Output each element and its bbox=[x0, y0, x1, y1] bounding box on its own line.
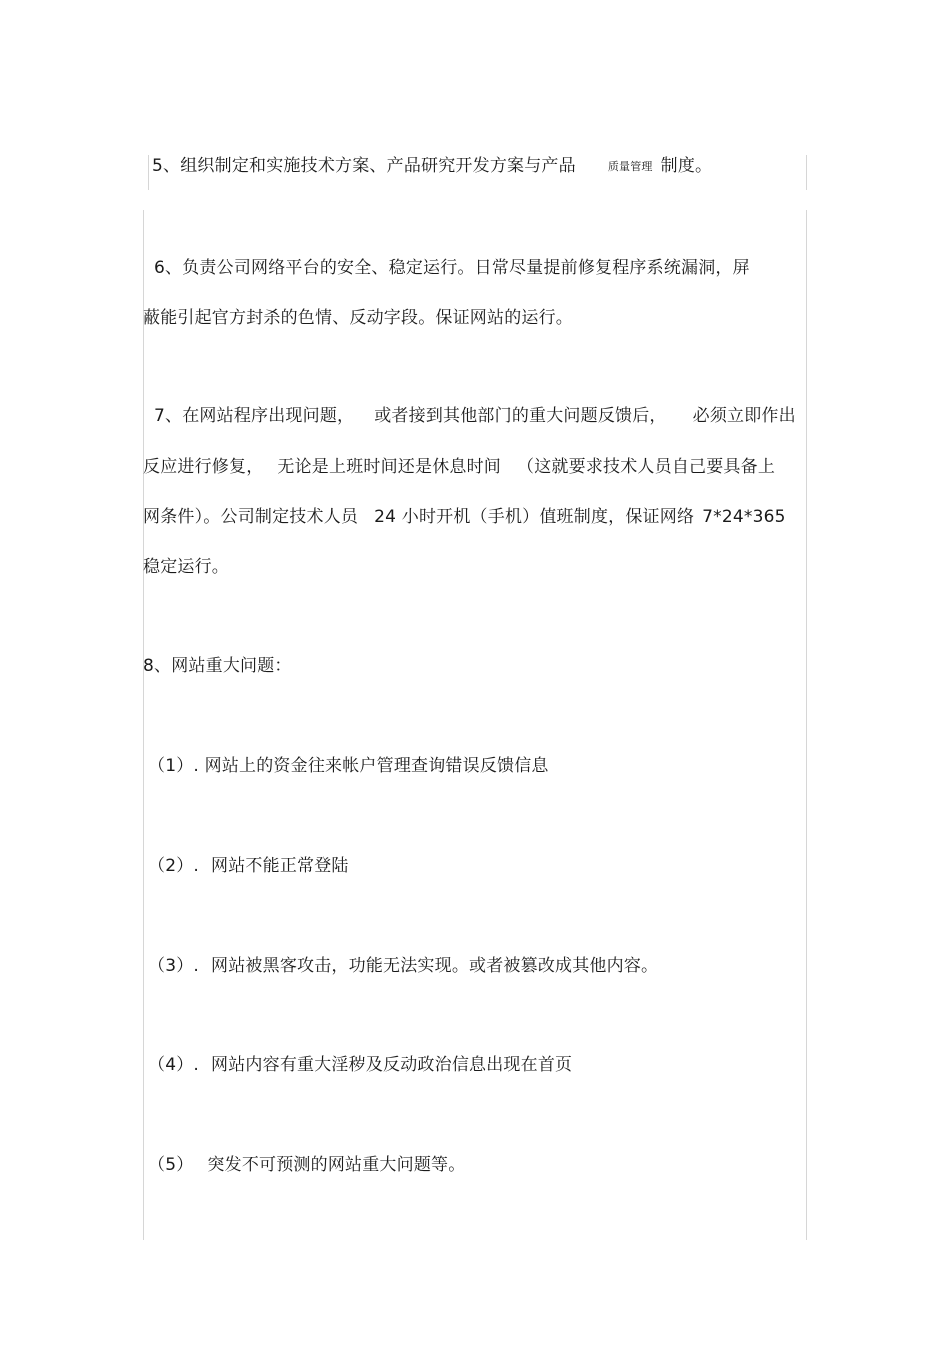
item-7-line-1-part-c: 必须立即作出 bbox=[692, 406, 796, 426]
item-7-line-3 bbox=[143, 506, 786, 528]
item-7-line-2 bbox=[143, 456, 775, 478]
item-7-line-1 bbox=[154, 405, 796, 427]
item-8-sub-2-text: 网站不能正常登陆 bbox=[211, 856, 349, 876]
item-6-line-2: 蔽能引起官方封杀的色情、反动字段。保证网站的运行。 bbox=[143, 308, 573, 328]
item-8-sub-3-text: 网站被黑客攻击，功能无法实现。或者被篡改成其他内容。 bbox=[211, 956, 659, 976]
item-8-heading: 8、网站重大问题： bbox=[143, 656, 292, 676]
item-7-line-2-part-c: （这就要求技术人员自己要具备上 bbox=[517, 457, 776, 477]
item-7-line-3-part-a: 网条件）。公司制定技术人员 bbox=[143, 507, 359, 527]
item-8-sub-3 bbox=[148, 955, 658, 977]
item-5-tail: 制度。 bbox=[660, 156, 713, 176]
item-7-line-4: 稳定运行。 bbox=[143, 557, 229, 577]
item-7-line-2-part-b: 无论是上班时间还是休息时间 bbox=[277, 457, 502, 477]
item-8-sub-5-number: （5） bbox=[148, 1155, 194, 1175]
item-7-line-3-part-c: 7*24*365 bbox=[702, 507, 786, 527]
item-5-text: 5、组织制定和实施技术方案、产品研究开发方案与产品 bbox=[152, 156, 576, 176]
item-8-sub-1: （1）. 网站上的资金往来帐户管理查询错误反馈信息 bbox=[148, 756, 549, 776]
top-left-border bbox=[148, 155, 149, 190]
top-right-border bbox=[806, 155, 807, 190]
item-8-sub-2-number: （2）. bbox=[148, 856, 200, 876]
item-8-sub-4 bbox=[148, 1054, 572, 1076]
item-6-line-1: 6、负责公司网络平台的安全、稳定运行。日常尽量提前修复程序系统漏洞，屏 bbox=[154, 258, 750, 278]
item-8-sub-4-text: 网站内容有重大淫秽及反动政治信息出现在首页 bbox=[211, 1055, 573, 1075]
item-7-line-1-part-b: 或者接到其他部门的重大问题反馈后， bbox=[374, 406, 667, 426]
item-8-sub-5-text: 突发不可预测的网站重大问题等。 bbox=[207, 1155, 466, 1175]
item-7-line-1-part-a: 7、在网站程序出现问题， bbox=[154, 406, 355, 426]
item-5-small-text: 质量管理 bbox=[607, 160, 653, 173]
item-7-line-2-part-a: 反应进行修复， bbox=[143, 457, 264, 477]
item-8-sub-3-number: （3）. bbox=[148, 956, 200, 976]
right-border bbox=[806, 210, 807, 1240]
item-5-line bbox=[152, 155, 712, 179]
left-border bbox=[143, 210, 144, 1240]
item-8-sub-4-number: （4）. bbox=[148, 1055, 200, 1075]
item-8-sub-5 bbox=[148, 1154, 465, 1176]
item-8-sub-2 bbox=[148, 855, 349, 877]
item-7-line-3-part-b: 24 小时开机（手机）值班制度，保证网络 bbox=[374, 507, 695, 527]
